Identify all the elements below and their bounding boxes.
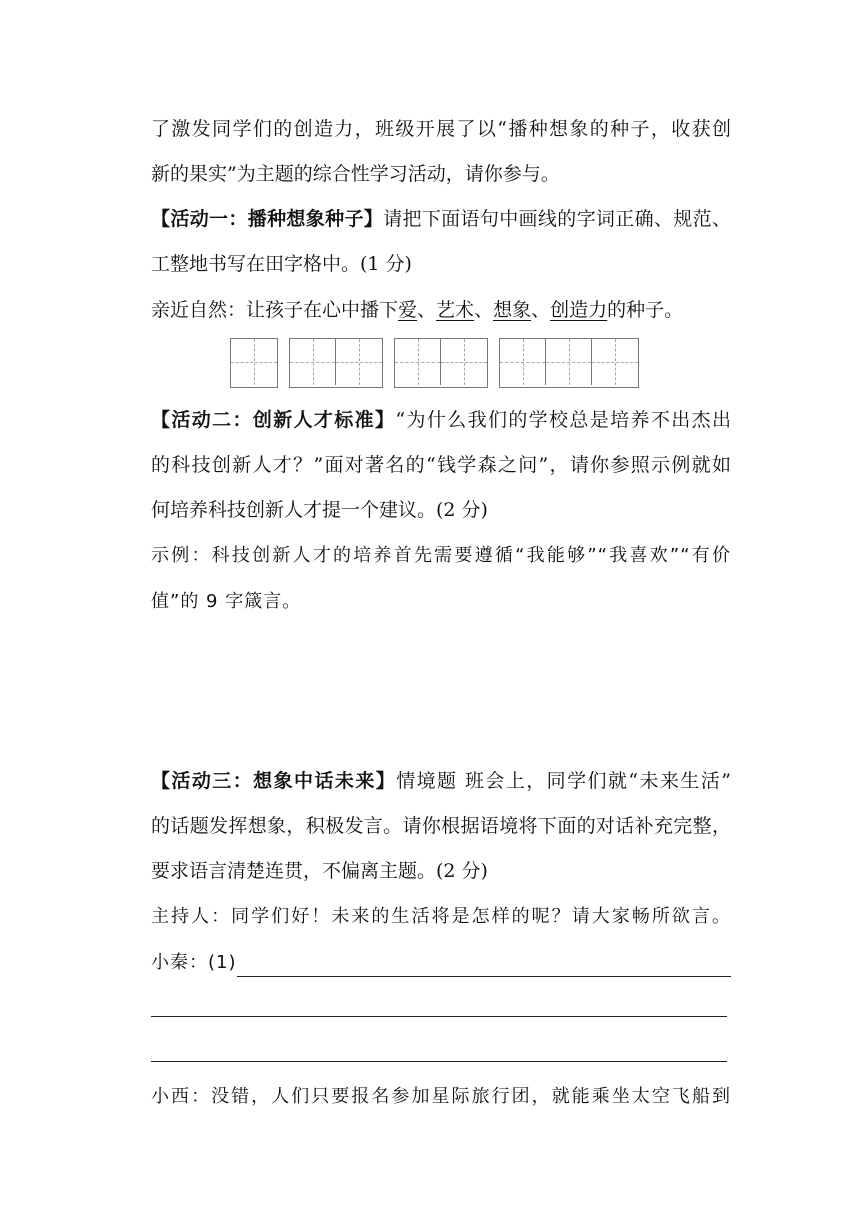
tianzige-cell[interactable] (395, 339, 441, 385)
activity2-line-3: 何培养科技创新人才提一个建议。(2 分) (151, 499, 488, 521)
answer-blank-3[interactable] (151, 1061, 727, 1062)
activity3-context: 情境题 班会上，同学们就“未来生活” (396, 770, 731, 792)
separator: 、 (474, 299, 494, 321)
activity2-title: 【活动二：创新人才标准】 (151, 409, 396, 431)
separator: 、 (531, 299, 551, 321)
underlined-word-2: 艺术 (436, 299, 475, 321)
activity1-instruction: 请把下面语句中画线的字词正确、规范、 (383, 208, 731, 230)
sentence-prefix: 亲近自然：让孩子在心中播下 (151, 299, 399, 321)
tianzige-grid-row (230, 338, 639, 388)
underlined-word-1: 爱 (398, 299, 418, 321)
activity3-line-1 (151, 767, 731, 795)
xiaoxi-line: 小西：没错，人们只要报名参加星际旅行团，就能乘坐太空飞船到 (151, 1086, 731, 1107)
underlined-word-3: 想象 (493, 299, 532, 321)
activity3-line-3: 要求语言清楚连贯，不偏离主题。(2 分) (151, 860, 488, 882)
answer-blank-2[interactable] (151, 1016, 727, 1017)
xiaoqin-line (151, 949, 731, 977)
activity1-title: 【活动一：播种想象种子】 (151, 208, 384, 230)
sentence-suffix: 的种子。 (607, 299, 684, 321)
tianzige-cell[interactable] (336, 339, 382, 385)
activity2-line-2: 的科技创新人才？”面对著名的“钱学森之问”，请你参照示例就如 (151, 454, 731, 476)
separator: 、 (417, 299, 437, 321)
activity2-example-line-2: 值”的 9 字箴言。 (151, 591, 302, 612)
tianzige-group (394, 338, 488, 388)
intro-line-2: 新的果实”为主题的综合性学习活动，请你参与。 (151, 163, 560, 185)
intro-line-1: 了激发同学们的创造力，班级开展了以“播种想象的种子，收获创 (151, 118, 731, 140)
activity1-line-2: 工整地书写在田字格中。(1 分) (151, 253, 412, 275)
activity2-example-line-1: 示例：科技创新人才的培养首先需要遵循“我能够”“我喜欢”“有价 (151, 545, 731, 566)
tianzige-cell[interactable] (546, 339, 592, 385)
tianzige-cell[interactable] (231, 339, 277, 385)
activity1-sentence (151, 296, 731, 324)
xiaoqin-label: 小秦：(1) (151, 952, 237, 973)
activity2-line-1 (151, 406, 731, 434)
tianzige-group (289, 338, 383, 388)
tianzige-group (230, 338, 278, 388)
host-line: 主持人：同学们好！未来的生活将是怎样的呢？请大家畅所欲言。 (151, 906, 731, 927)
underlined-word-4: 创造力 (550, 299, 608, 321)
activity1-line-1 (151, 205, 731, 233)
activity2-question: “为什么我们的学校总是培养不出杰出 (395, 409, 731, 431)
activity3-line-2: 的话题发挥想象，积极发言。请你根据语境将下面的对话补充完整， (151, 815, 731, 837)
activity3-title: 【活动三：想象中话未来】 (151, 770, 397, 792)
tianzige-cell[interactable] (500, 339, 546, 385)
tianzige-cell[interactable] (441, 339, 487, 385)
tianzige-cell[interactable] (290, 339, 336, 385)
answer-blank-1[interactable] (237, 954, 731, 977)
tianzige-group (499, 338, 639, 388)
tianzige-cell[interactable] (592, 339, 638, 385)
